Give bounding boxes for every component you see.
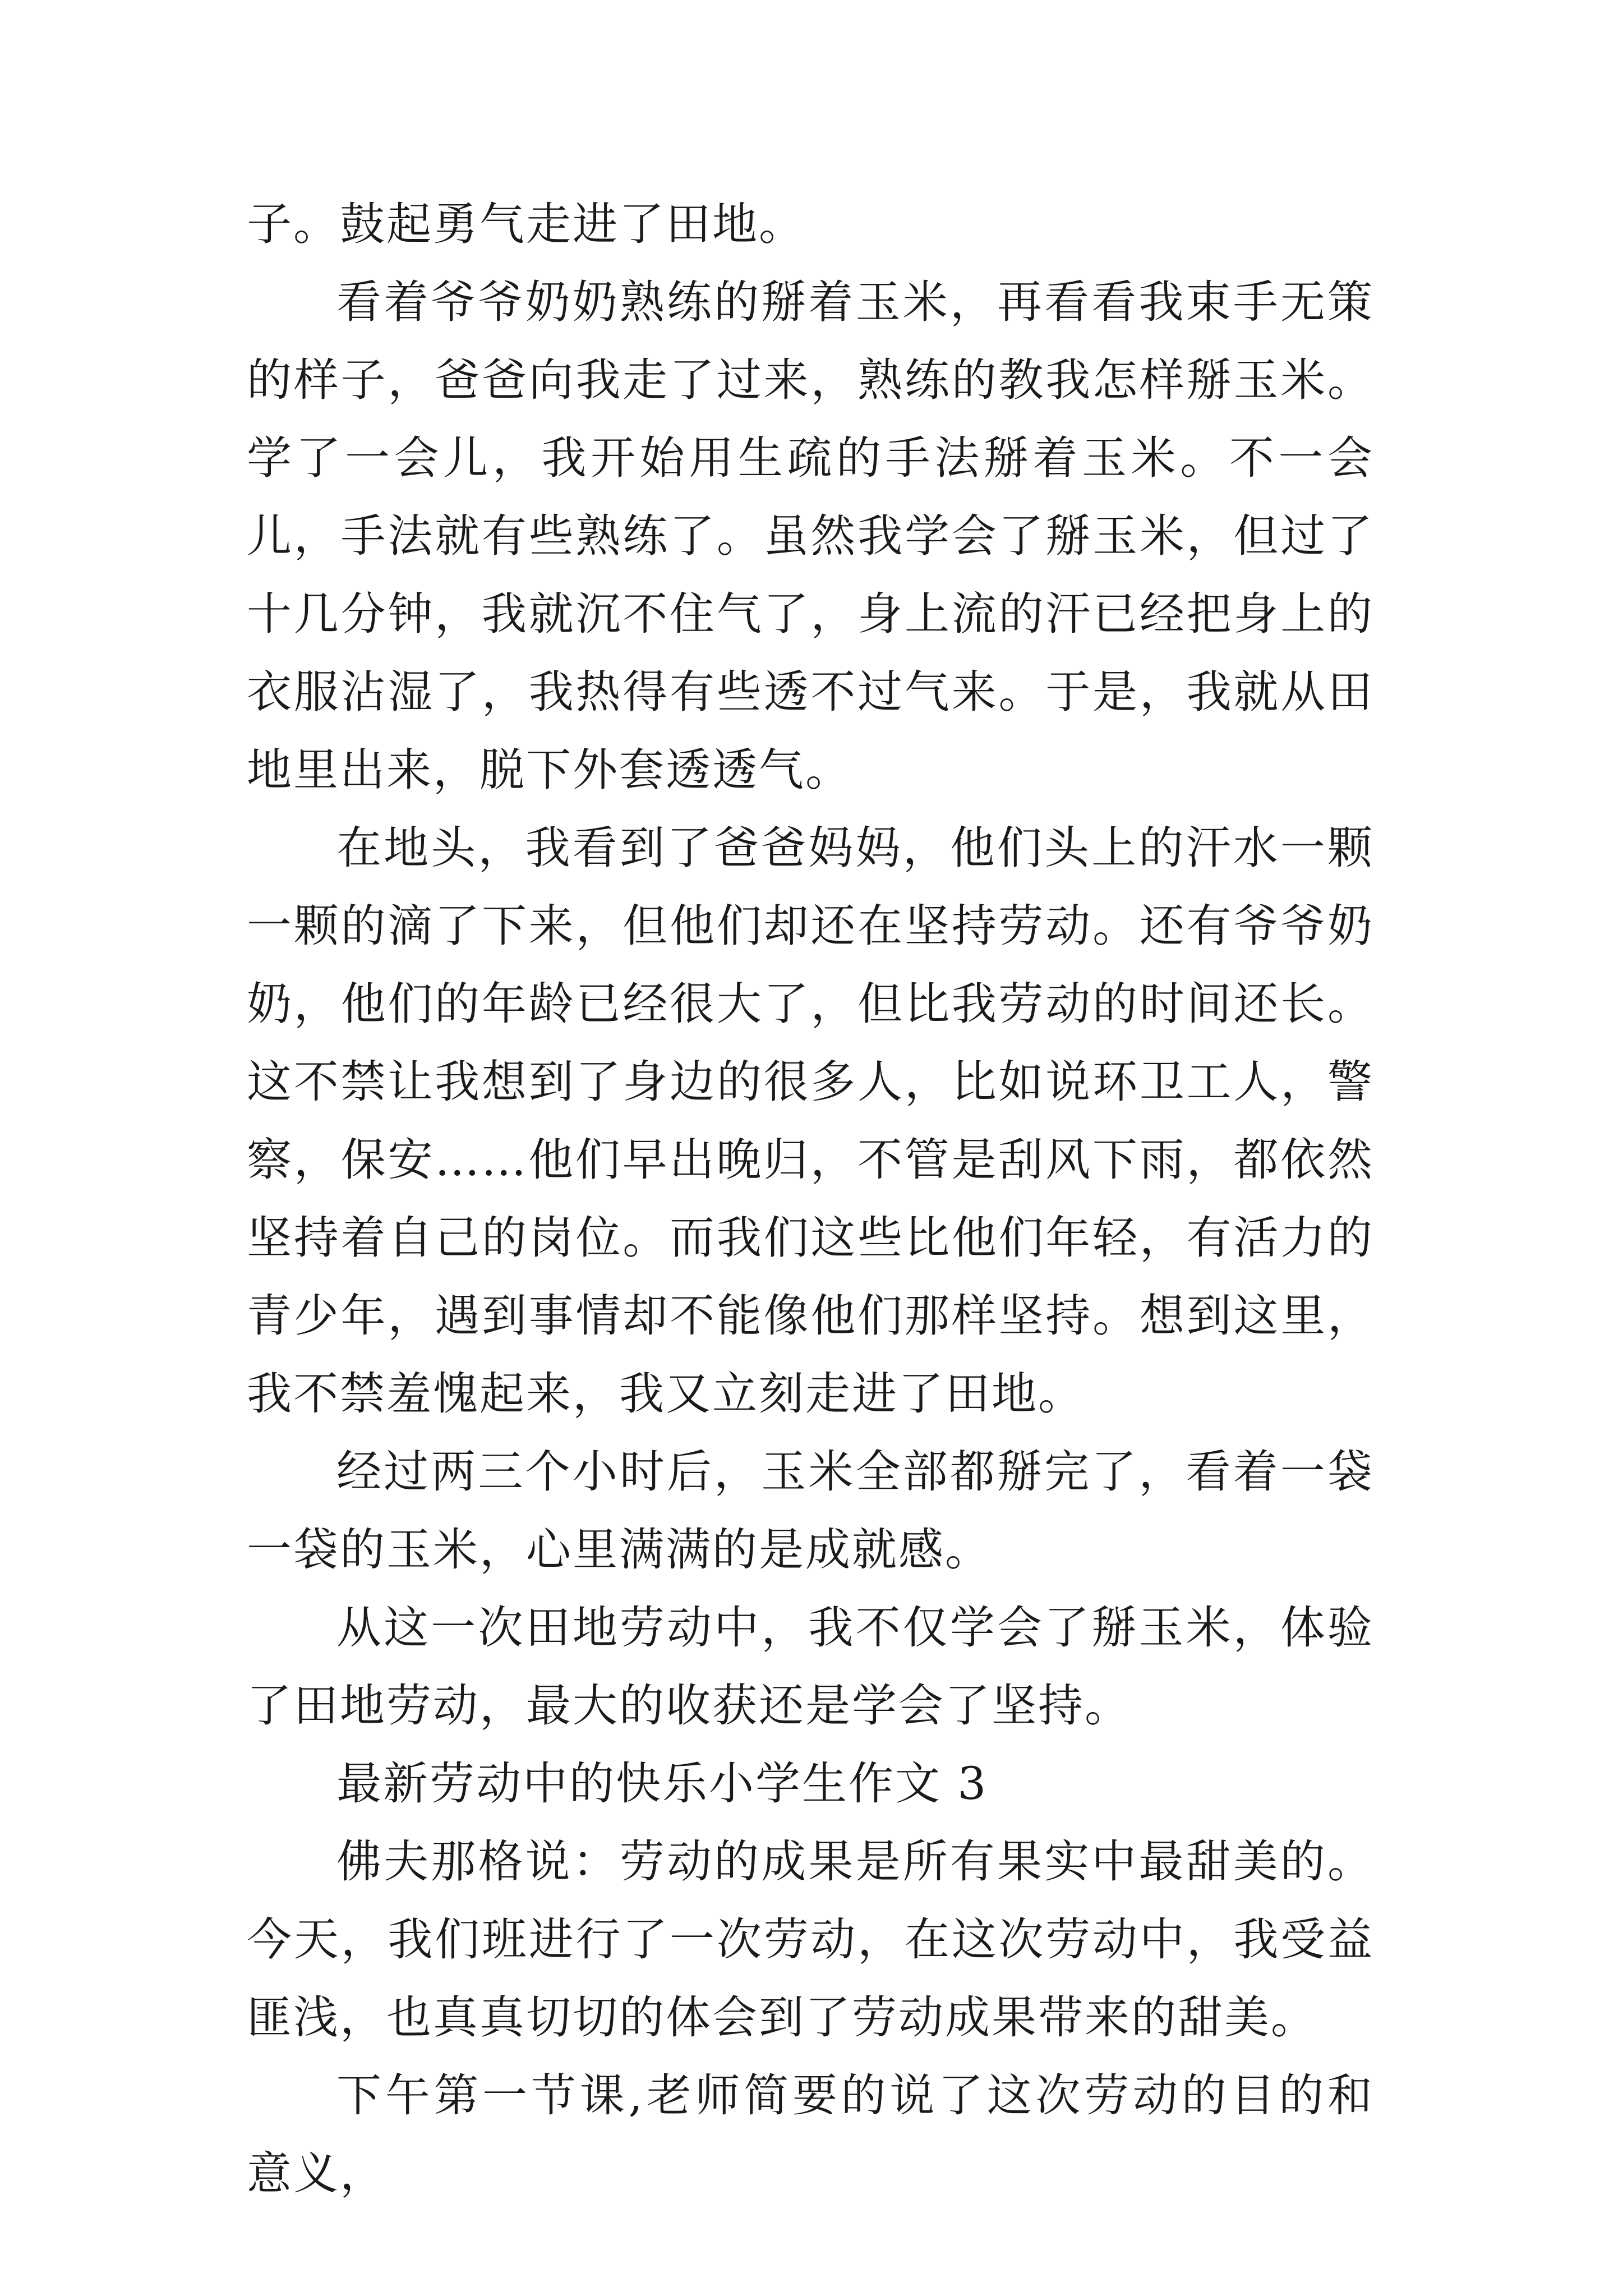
paragraph-learning-to-husk: 看着爷爷奶奶熟练的掰着玉米，再看看我束手无策的样子，爸爸向我走了过来，熟练的教我怎样掰玉米。学了一会儿，我开始用生疏的手法掰着玉米。不一会儿，手法就有些熟练了。虽然我学会了掰玉米，但过了十几分钟，我就沉不住气了，身上流的汗已经把身上的衣服沾湿了，我热得有些透不过气来。于是，我就从田地里出来，脱下外套透透气。 <box>247 276 1374 796</box>
paragraph-quote: 佛夫那格说：劳动的成果是所有果实中最甜美的。今天，我们班进行了一次劳动，在这次劳动中，我受益匪浅，也真真切切的体会到了劳动成果带来的甜美。 <box>247 1835 1374 2044</box>
paragraph-parents-persist: 在地头，我看到了爸爸妈妈，他们头上的汗水一颗一颗的滴了下来，但他们却还在坚持劳动。还有爷爷奶奶，他们的年龄已经很大了，但比我劳动的时间还长。这不禁让我想到了身边的很多人，比如说环卫工人，警察，保安……他们早出晚归，不管是刮风下雨，都依然坚持着自己的岗位。而我们这些比他们年轻，有活力的青少年，遇到事情却不能像他们那样坚持。想到这里，我不禁羞愧起来，我又立刻走进了田地。 <box>247 822 1374 1420</box>
paragraph-first-class: 下午第一节课,老师简要的说了这次劳动的目的和意义， <box>247 2069 1374 2200</box>
body-text <box>247 185 1374 2212</box>
paragraph-continuation: 子。鼓起勇气走进了田地。 <box>247 198 805 250</box>
essay-heading-3: 最新劳动中的快乐小学生作文 3 <box>336 1757 988 1810</box>
paragraph-lesson: 从这一次田地劳动中，我不仅学会了掰玉米，体验了田地劳动，最大的收获还是学会了坚持。 <box>247 1602 1374 1732</box>
paragraph-finished: 经过两三个小时后，玉米全部都掰完了，看着一袋一袋的玉米，心里满满的是成就感。 <box>247 1446 1374 1576</box>
